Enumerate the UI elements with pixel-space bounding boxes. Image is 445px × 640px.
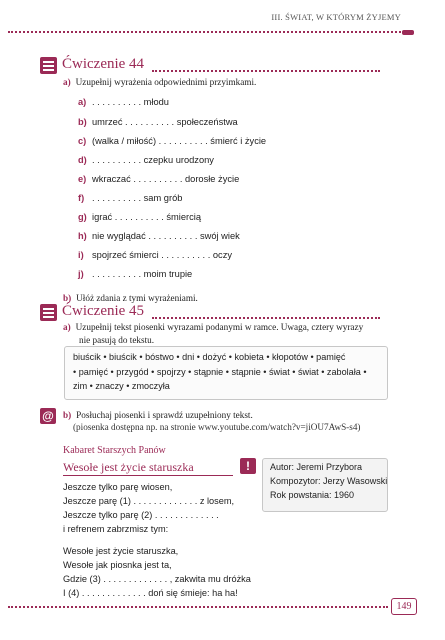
word-box-line: biuścik • biuścik • bóstwo • dni • dożyć • kobieta • kłopotów • pamięć bbox=[73, 352, 346, 362]
top-dotted-rule bbox=[8, 31, 408, 33]
lyric-line: I (4) . . . . . . . . . . . . . doń się śmieje: ha ha! bbox=[63, 588, 238, 598]
exercise-45-task-a bbox=[63, 321, 363, 347]
song-title-underline bbox=[63, 475, 233, 476]
exercise-44-task-a bbox=[63, 76, 256, 89]
lyric-line: Jeszcze tylko parę (2) . . . . . . . . . . . . . bbox=[63, 510, 219, 520]
list-item: j) . . . . . . . . . . moim trupie bbox=[78, 269, 193, 279]
list-item: g) igrać . . . . . . . . . . śmiercią bbox=[78, 212, 202, 222]
bottom-dotted-rule bbox=[8, 606, 388, 608]
task-letter: b) bbox=[63, 293, 72, 303]
list-item: f) . . . . . . . . . . sam grób bbox=[78, 193, 183, 203]
lyric-line: i refrenem zabrzmisz tym: bbox=[63, 524, 169, 534]
word-box-line: zim • znaczy • zmoczyła bbox=[73, 381, 170, 391]
task-letter: a) bbox=[63, 77, 71, 87]
list-item: d) . . . . . . . . . . czepku urodzony bbox=[78, 155, 214, 165]
lyric-line: Jeszcze parę (1) . . . . . . . . . . . . . z losem, bbox=[63, 496, 235, 506]
exercise-44-title: Ćwiczenie 44 bbox=[62, 56, 145, 72]
at-icon: @ bbox=[40, 408, 56, 424]
exclamation-icon: ! bbox=[240, 458, 256, 474]
task-text: Uzupełnij wyrażenia odpowiednimi przyimkami. bbox=[75, 77, 257, 87]
task-letter: b) bbox=[63, 410, 72, 420]
word-box-text bbox=[73, 350, 383, 394]
info-author: Autor: Jeremi Przybora bbox=[270, 462, 363, 472]
exercise-45-task-b bbox=[63, 409, 253, 422]
lyric-line: Jeszcze tylko parę wiosen, bbox=[63, 482, 173, 492]
band-name: Kabaret Starszych Panów bbox=[63, 445, 166, 456]
exercise-44-dotted-rule bbox=[152, 70, 380, 72]
list-item: c) (walka / miłość) . . . . . . . . . . śmierć i życie bbox=[78, 136, 267, 146]
info-year: Rok powstania: 1960 bbox=[270, 490, 355, 500]
list-item: i) spojrzeć śmierci . . . . . . . . . . oczy bbox=[78, 250, 232, 260]
task-letter: a) bbox=[63, 322, 71, 332]
task-text-line-1: Uzupełnij tekst piosenki wyrazami podanymi w ramce. Uwaga, cztery wyrazy bbox=[75, 322, 364, 332]
list-item: a) . . . . . . . . . . młodu bbox=[78, 97, 169, 107]
list-item: h) nie wyglądać . . . . . . . . . . swój wiek bbox=[78, 231, 240, 241]
song-title: Wesołe jest życie staruszka bbox=[63, 460, 194, 474]
list-item: b) umrzeć . . . . . . . . . . społeczeństwa bbox=[78, 117, 238, 127]
list-item: e) wkraczać . . . . . . . . . . dorosłe życie bbox=[78, 174, 240, 184]
top-rule-end-mark bbox=[402, 30, 414, 35]
lyric-line: Wesołe jest życie staruszka, bbox=[63, 546, 179, 556]
task-text: Ułóż zdania z tymi wyrażeniami. bbox=[76, 293, 198, 303]
exercise-list-icon bbox=[40, 304, 57, 321]
lyric-line: Gdzie (3) . . . . . . . . . . . . . , zakwita mu dróżka bbox=[63, 574, 251, 584]
page-number: 149 bbox=[391, 598, 417, 615]
source-note: (piosenka dostępna np. na stronie www.youtube.com/watch?v=jiOU7AwS-s4) bbox=[73, 422, 361, 432]
word-box-line: • pamięć • przygód • spojrzy • stąpnie • stąpnie • świat • świat • zabolała • bbox=[73, 366, 367, 377]
lyric-line: Wesołe jak piosnka jest ta, bbox=[63, 560, 172, 570]
info-composer: Kompozytor: Jerzy Wasowski bbox=[270, 476, 388, 486]
exercise-45-dotted-rule bbox=[152, 317, 380, 319]
exercise-list-icon bbox=[40, 57, 57, 74]
task-text-line-2: nie pasują do tekstu. bbox=[79, 335, 155, 345]
task-text: Posłuchaj piosenki i sprawdź uzupełniony tekst. bbox=[76, 410, 253, 420]
running-head: III. ŚWIAT, W KTÓRYM ŻYJEMY bbox=[271, 12, 401, 22]
exercise-45-title: Ćwiczenie 45 bbox=[62, 303, 145, 319]
